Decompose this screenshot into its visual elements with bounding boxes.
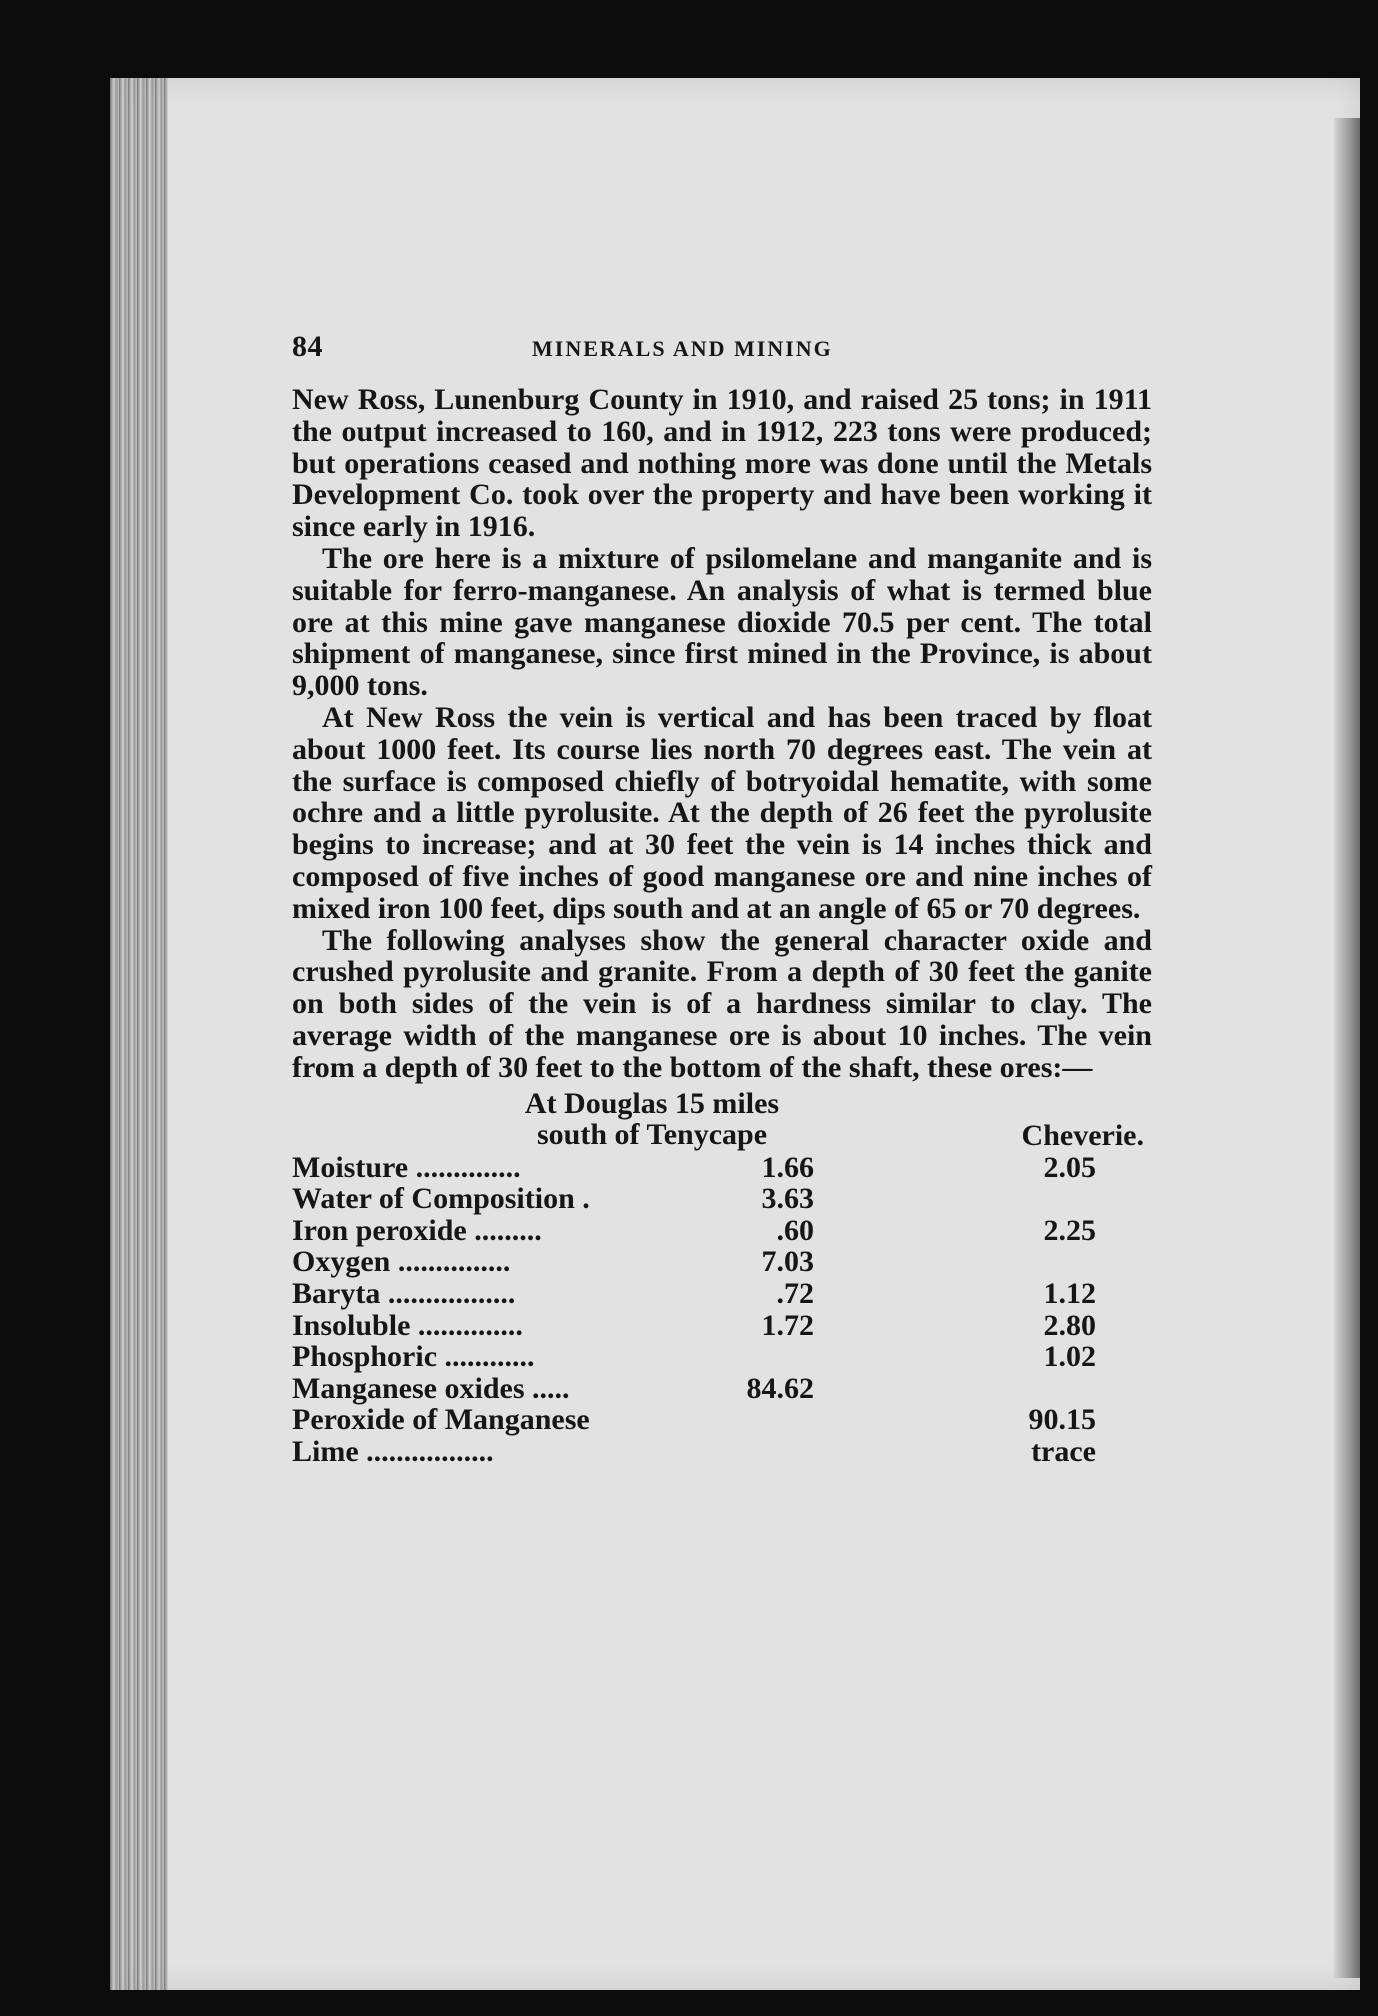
cheverie-value: 2.25 <box>1043 1213 1096 1247</box>
table-row <box>292 1278 1152 1310</box>
table-row <box>292 1183 1152 1215</box>
table-row <box>292 1404 1152 1436</box>
page-spine-edge <box>110 78 168 1990</box>
douglas-value: 3.63 <box>761 1182 814 1216</box>
cheverie-value: 1.02 <box>1043 1340 1096 1374</box>
douglas-header-line-2: south of Tenycape <box>536 1118 768 1152</box>
paragraph-1: New Ross, Lunenburg County in 1910, and raised 25 tons; in 1911 the output increased to 160, and in 1912, 223 tons were produced; but operations ceased and nothing more was done until the Metals Development Co. took over the property and have been working it since early in 1916. <box>292 383 1152 544</box>
douglas-value: 84.62 <box>746 1371 814 1405</box>
cheverie-column-header: Cheverie. <box>1021 1118 1144 1152</box>
douglas-header-line-1: At Douglas 15 miles <box>524 1086 780 1120</box>
row-label: Moisture .............. <box>292 1150 521 1184</box>
cheverie-value: 1.12 <box>1043 1276 1096 1310</box>
paragraph-2: The ore here is a mixture of psilomelane and manganite and is suitable for ferro-manganese. An analysis of what is termed blue ore at this mine gave manganese dioxide 70.5 per cent. The total shipment of manganese, since first mined in the Province, is about 9,000 tons. <box>292 541 1152 703</box>
row-label: Water of Composition . <box>292 1182 590 1216</box>
table-row <box>292 1246 1152 1278</box>
row-label: Insoluble .............. <box>292 1308 523 1342</box>
douglas-value: .72 <box>776 1276 814 1310</box>
page-header <box>292 330 1152 370</box>
table-row <box>292 1310 1152 1342</box>
row-label: Peroxide of Manganese <box>292 1403 590 1437</box>
analysis-table-header <box>292 1088 1152 1152</box>
row-label: Manganese oxides ..... <box>292 1371 570 1405</box>
table-row <box>292 1152 1152 1184</box>
row-label: Baryta ................. <box>292 1276 516 1310</box>
table-row <box>292 1341 1152 1373</box>
paragraph-4: The following analyses show the general character oxide and crushed pyrolusite and granite. From a depth of 30 feet the ganite on both sides of the vein is of a hardness similar to clay. The average width of the manganese ore is about 10 inches. The vein from a depth of 30 feet to the bottom of the shaft, these ores:— <box>292 923 1152 1084</box>
table-row <box>292 1436 1152 1468</box>
row-label: Lime ................. <box>292 1434 494 1468</box>
cheverie-value: 2.05 <box>1043 1150 1096 1184</box>
cheverie-value: 2.80 <box>1043 1308 1096 1342</box>
table-row <box>292 1215 1152 1247</box>
cheverie-value: 90.15 <box>1028 1403 1096 1437</box>
douglas-value: .60 <box>776 1213 814 1247</box>
page-number: 84 <box>292 330 323 363</box>
page-content <box>292 330 1152 1467</box>
douglas-value: 1.66 <box>761 1150 814 1184</box>
analysis-table <box>292 1152 1152 1468</box>
paragraph-3: At New Ross the vein is vertical and has been traced by float about 1000 feet. Its course lies north 70 degrees east. The vein at the surface is composed chiefly of botryoidal hematite, with some ochre and a little pyrolusite. At the depth of 26 feet the pyrolusite begins to increase; and at 30 feet the vein is 14 inches thick and composed of five inches of good manganese ore and nine inches of mixed iron 100 feet, dips south and at an angle of 65 or 70 degrees. <box>292 700 1152 925</box>
row-label: Phosphoric ............ <box>292 1340 535 1374</box>
row-label: Iron peroxide ......... <box>292 1213 542 1247</box>
page-right-edge <box>1334 118 1360 1978</box>
douglas-value: 1.72 <box>761 1308 814 1342</box>
cheverie-value: trace <box>1031 1434 1096 1468</box>
table-row <box>292 1373 1152 1405</box>
douglas-column-header <box>462 1088 842 1151</box>
row-label: Oxygen ............... <box>292 1245 511 1279</box>
running-head: MINERALS AND MINING <box>532 336 833 361</box>
douglas-value: 7.03 <box>761 1245 814 1279</box>
